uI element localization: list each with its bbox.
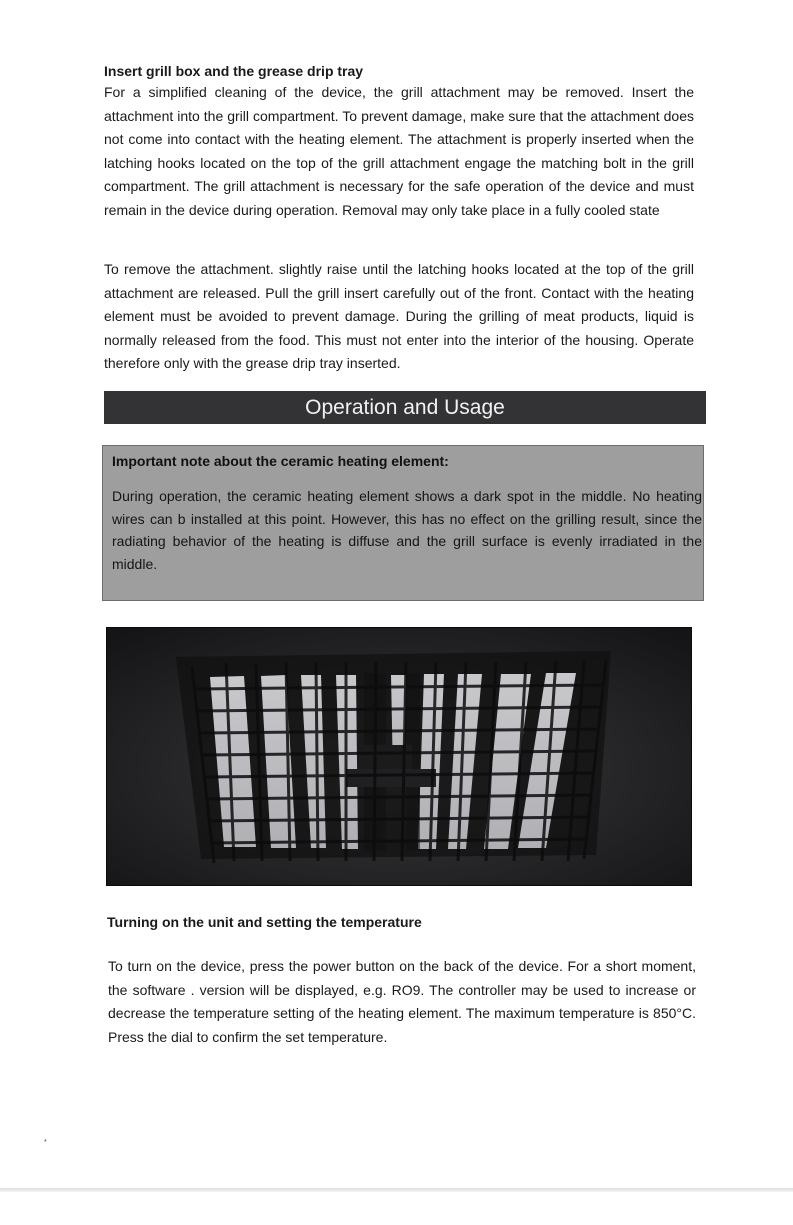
scan-speck: * <box>44 1139 47 1146</box>
paragraph-remove-attachment: To remove the attachment. slightly raise until the latching hooks located at the top of the grill attachment are released. Pull the grill insert carefully out of the front. Contact with the heating element must be avoided to prevent damage. During the grilling of meat products, liquid is normally released from the food. This must not enter into the interior of the housing. Operate therefore only with the grease drip tray inserted. <box>104 261 694 371</box>
important-note-box <box>102 445 704 601</box>
heating-element-grill-photo <box>106 627 692 886</box>
note-body: During operation, the ceramic heating element shows a dark spot in the middle. No heating wires can b installed at this point. However, this has no effect on the grilling result, since the radiating behavior of the heating is diffuse and the grill surface is evenly irradiated in the middle. <box>112 488 702 572</box>
paragraph-insert-attachment: For a simplified cleaning of the device, the grill attachment may be removed. Insert the attachment into the grill compartment. To prevent damage, make sure that the attachment does not come into contact with the heating element. The attachment is properly inserted when the latching hooks located on the top of the grill attachment engage the matching bolt in the grill compartment. The grill attachment is necessary for the safe operation of the device and must remain in the device during operation. Removal may only take place in a fully cooled state <box>104 84 694 218</box>
section-heading-insert-grill-box: Insert grill box and the grease drip tray <box>104 63 364 79</box>
page-bottom-edge <box>0 1188 793 1192</box>
paragraph-turning-on: To turn on the device, press the power button on the back of the device. For a short moment, the software . version will be displayed, e.g. RO9. The controller may be used to increase or decrease the temperature setting of the heating element. The maximum temperature is 850°C. Press the dial to confirm the set temperature. <box>108 958 696 1045</box>
section-banner-operation-usage: Operation and Usage <box>104 391 706 424</box>
note-title: Important note about the ceramic heating element: <box>112 453 449 469</box>
section-heading-turning-on: Turning on the unit and setting the temperature <box>107 914 422 930</box>
